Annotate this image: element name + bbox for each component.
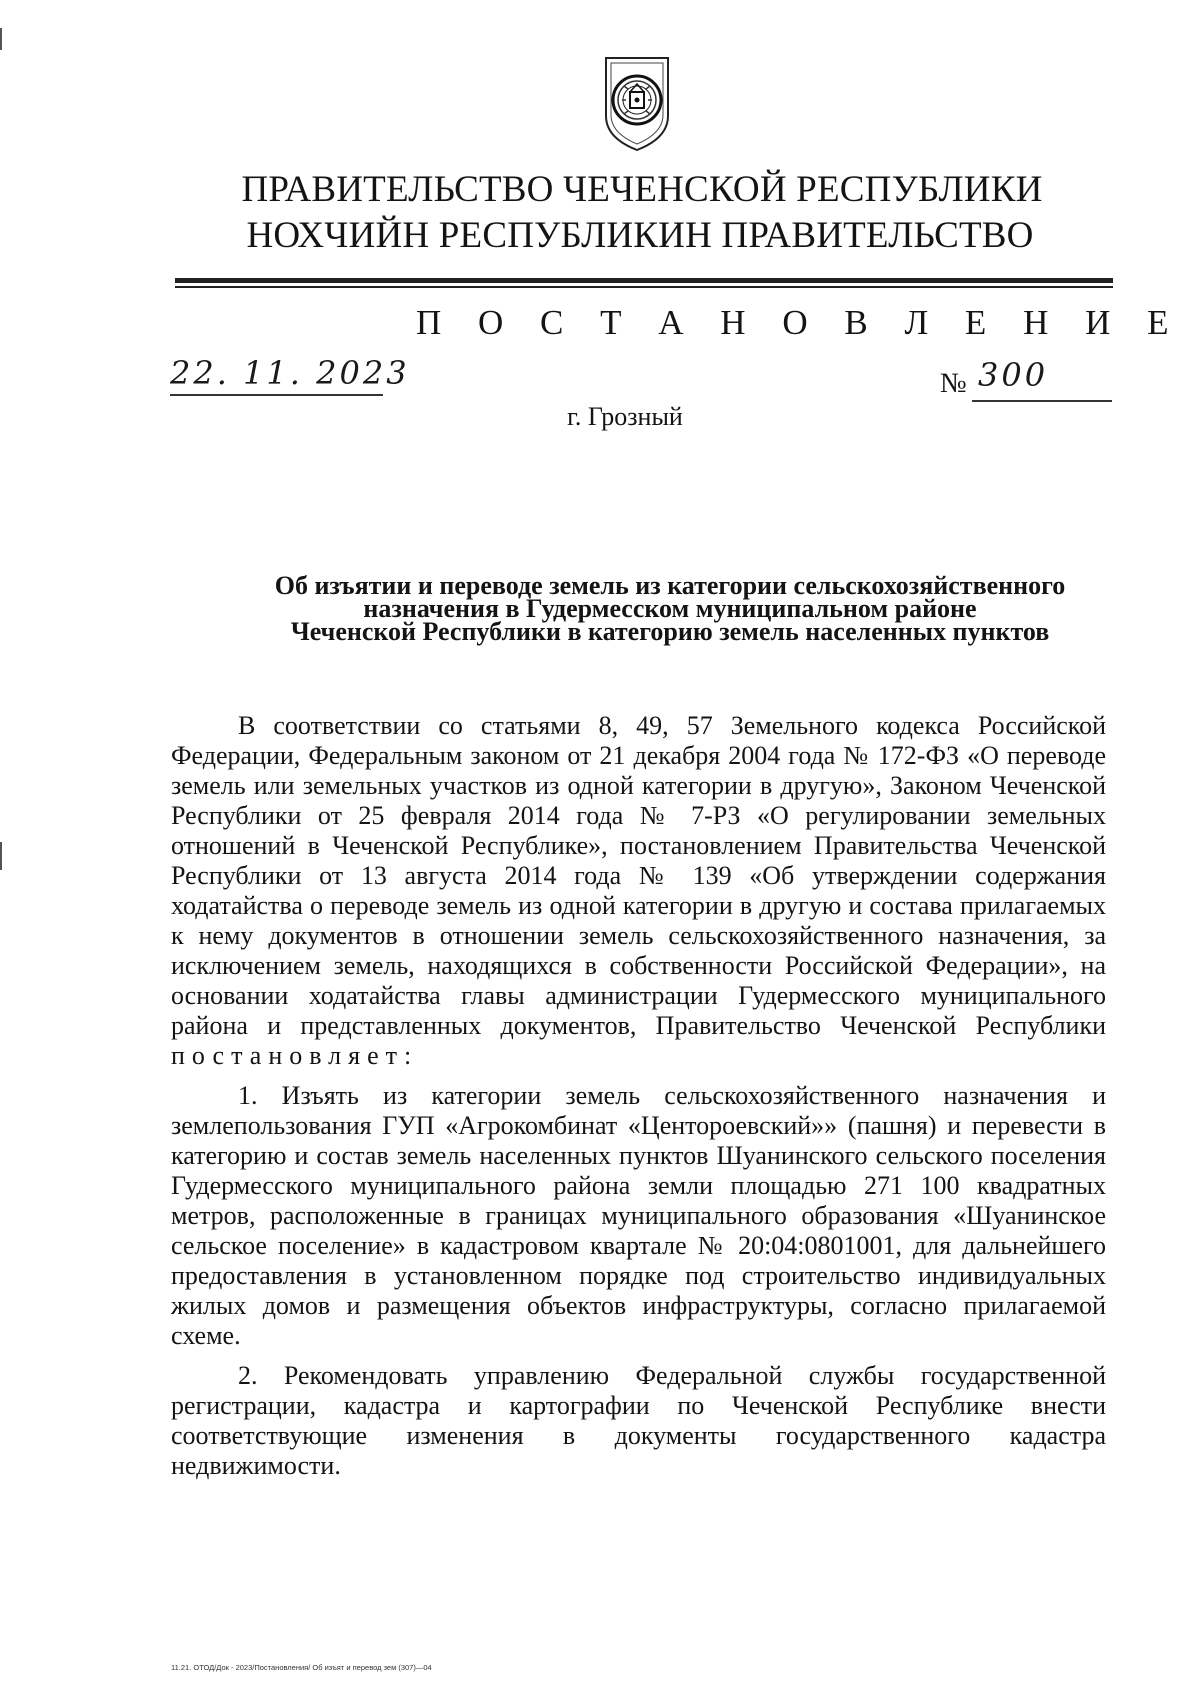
header-rule-thick — [175, 278, 1113, 283]
scan-margin-mark — [0, 842, 2, 870]
scan-margin-mark — [0, 28, 2, 50]
government-title-chechen: НОХЧИЙН РЕСПУБЛИКИН ПРАВИТЕЛЬСТВО — [246, 215, 1034, 256]
header-rule-thin — [175, 286, 1113, 288]
government-title-russian: ПРАВИТЕЛЬСТВО ЧЕЧЕНСКОЙ РЕСПУБЛИКИ — [241, 169, 1043, 210]
document-type: П О С Т А Н О В Л Е Н И Е — [416, 303, 1183, 342]
coat-of-arms-icon — [602, 54, 672, 154]
heading-line: Об изъятии и переводе земель из категории сельскохозяйственного — [274, 571, 1066, 600]
item-1-paragraph: 1. Изъять из категории земель сельскохозяйственного назначения и землепользования ГУП «Агрокомбинат «Центороевский»» (пашня) и перевести в категорию и состав земель населенных пунктов Шуанинского сельского поселения Гудермесского муниципального района земли площадью 271 100 квадратных метров, расположенные в границах муниципального образования «Шуанинское сельское поселение» в кадастровом квартале № 20:04:0801001, для дальнейшего предоставления в установленном порядке под строительство индивидуальных жилых домов и размещения объектов инфраструктуры, согласно прилагаемой схеме. — [171, 1081, 1106, 1350]
heading-line: Чеченской Республики в категорию земель населенных пунктов — [290, 617, 1050, 646]
date-underline — [170, 394, 383, 396]
document-date: 22. 11. 2023 — [170, 354, 410, 392]
preamble-text: В соответствии со статьями 8, 49, 57 Земельного кодекса Российской Федерации, Федеральным законом от 21 декабря 2004 года № 172-ФЗ «О переводе земель или земельных участков из одной категории в другую», Законом Чеченской Республики от 25 февраля 2014 года № 7-РЗ «О регулировании земельных отношений в Чеченской Республике», постановлением Правительства Чеченской Республики от 13 августа 2014 года № 139 «Об утверждении содержания ходатайства о переводе земель из одной категории в другую и состава прилагаемых к нему документов в отношении земель сельскохозяйственного назначения, за исключением земель, находящихся в собственности Российской Федерации», на основании ходатайства главы администрации Гудермесского муниципального района и представленных документов, Правительство Чеченской Республики — [171, 711, 1106, 1040]
document-number-label: № — [940, 368, 967, 399]
document-heading — [200, 571, 1140, 646]
resolves-word: постановляет: — [171, 1041, 419, 1070]
file-path-footer: 11.21. ОТОД/Док - 2023/Постановления/ Об изъят и перевод зем (307)—04 — [171, 1663, 432, 1672]
heading-line: назначения в Гудермесском муниципальном районе — [363, 594, 977, 623]
document-number: 300 — [978, 356, 1049, 394]
item-2-paragraph: 2. Рекомендовать управлению Федеральной службы государственной регистрации, кадастра и картографии по Чеченской Республике внести соответствующие изменения в документы государственного кадастра недвижимости. — [171, 1361, 1106, 1480]
document-city: г. Грозный — [567, 402, 683, 431]
preamble-paragraph — [171, 711, 1106, 1071]
document-body — [171, 711, 1106, 1481]
